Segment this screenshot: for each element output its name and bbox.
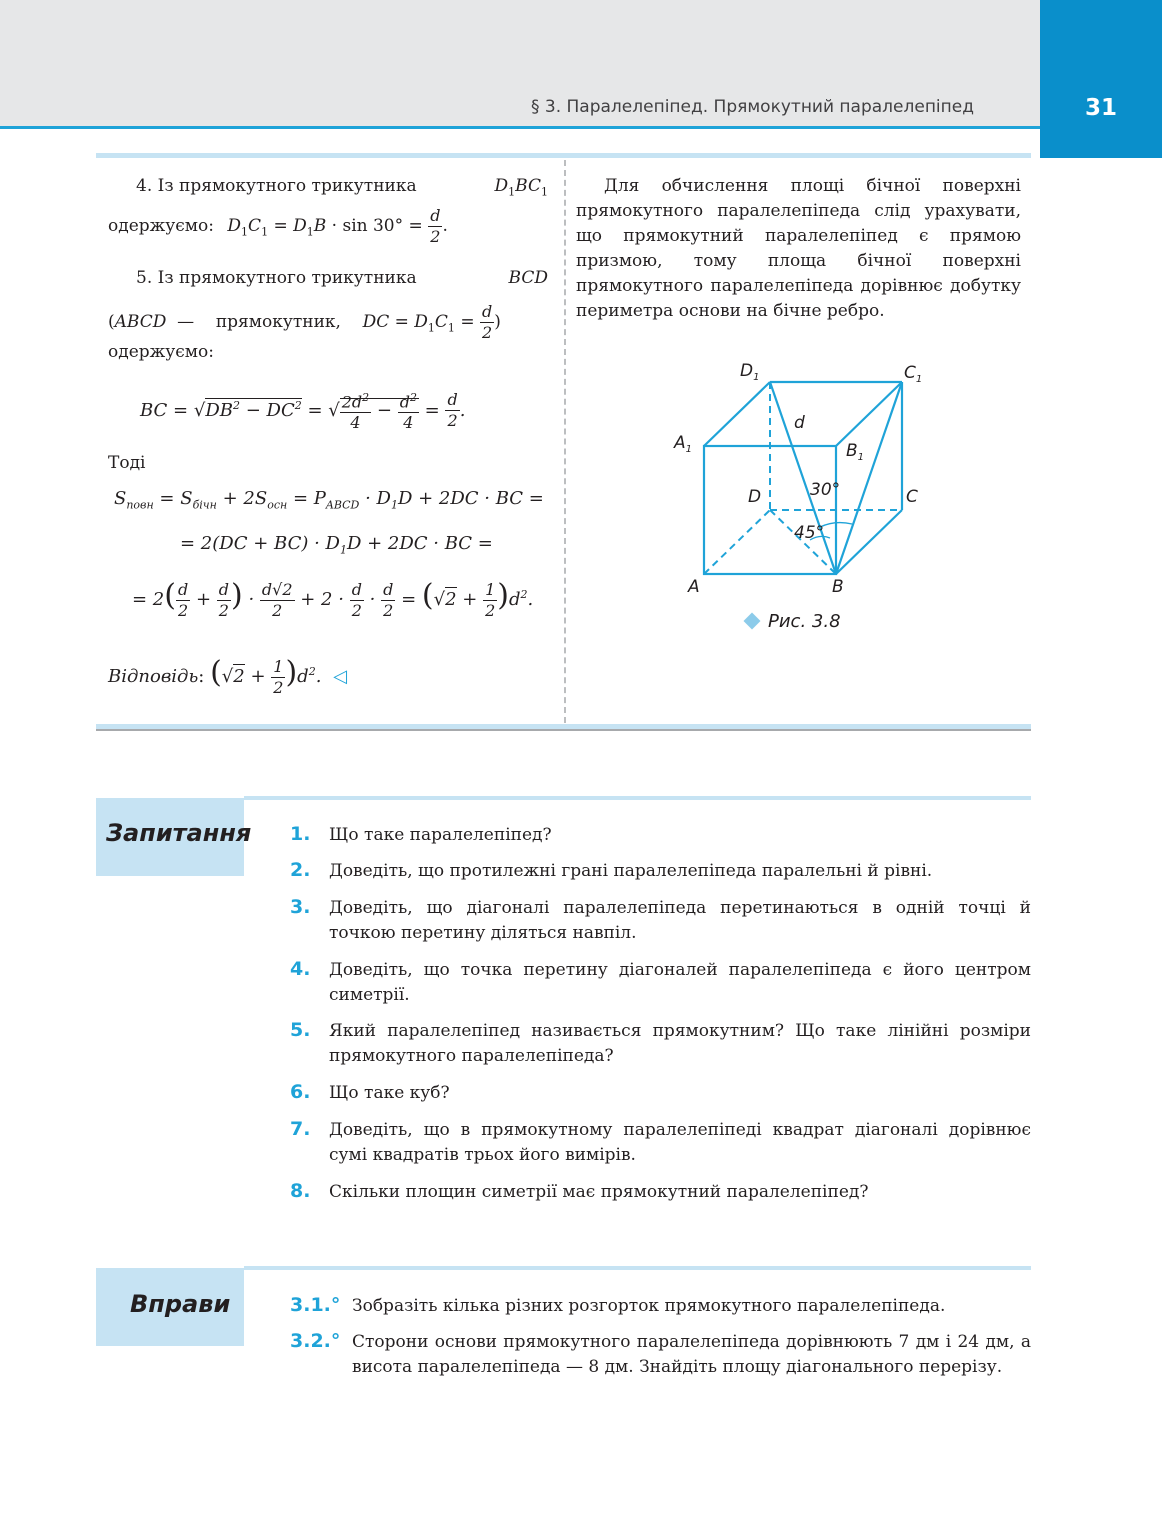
exercises-rule [244,1266,1031,1270]
label-b: B [832,577,844,597]
page-number: 31 [1084,95,1117,121]
formula-bc: BC = $√DB^2 - DC^2$ = √ $\frac{2d^2}{4}$ − $\frac{d^2}{4}$ = $\frac{d}{2}$ . [140,380,465,425]
diagonal-c1b [836,382,902,574]
example-bottom-rule-dark [96,729,1031,731]
step5-line3: одержуємо: [108,342,214,362]
question-number: 7. [290,1118,311,1140]
question-text: Доведіть, що точка перетину діагоналей паралелепіпеда є його центром симетрії. [329,960,1031,1005]
example-top-rule [96,153,1031,158]
label-d: D [748,487,762,507]
step5-line1: 5. Із прямокутного трикутника BCD [136,268,548,288]
label-a1: $A_1$ [674,433,693,455]
formula-total-area-1: $S_{повн} = S_{бічн} + 2S_{осн} = P_{ABCD} \cdot D_1D + 2DC$ · BC = [114,488,544,512]
exercise-text: Сторони основи прямокутного паралелепіпеда дорівнюють 7 дм і 24 дм, а висота паралелепіпеда — 8 дм. Знайдіть площу діагонального перерізу. [352,1332,1031,1377]
cube-figure [660,352,940,612]
question-number: 6. [290,1081,311,1103]
question-text: Що таке паралелепіпед? [329,825,552,845]
exercise-text: Зобразіть кілька різних розгорток прямокутного паралелепіпеда. [352,1296,946,1316]
label-angle-30: 30° [810,480,841,500]
answer-line: Відповідь: (√2 + $\frac{1}{2}$ )$d^2$. ◁ [108,655,347,697]
exercises-title: Вправи [130,1290,231,1318]
question-text: Доведіть, що в прямокутному паралелепіпеді квадрат діагоналі дорівнює сумі квадратів трьох його вимірів. [329,1120,1031,1165]
question-number: 1. [290,823,311,845]
fraction-d-over-2: $\frac{d}{2}$ [430,206,441,246]
running-head: § 3. Паралелепіпед. Прямокутний паралелепіпед [531,97,974,117]
question-number: 2. [290,859,311,881]
right-column-text: Для обчислення площі бічної поверхні прямокутного паралелепіпеда слід урахувати, що прямокутний паралелепіпед є прямою призмою, тому площа бічної поверхні прямокутного паралелепіпеда дорівнює добутку периметра основи на бічне ребро. [576,176,1021,321]
label-d1: $D_1$ [740,361,760,383]
exercise-number: 3.2.° [290,1330,341,1352]
question-text: Скільки площин симетрії має прямокутний паралелепіпед? [329,1182,869,1202]
column-divider [564,160,566,723]
header-rule [0,126,1040,129]
label-a: A [688,577,700,597]
formula-total-area-3: = 2( $\frac{d}{2}$ + $\frac{d}{2}$ ) · $\frac{d√2}{2}$ + 2 · $\frac{d}{2}$ · $\frac{d}{2}$ = (√2 + $\frac{1}{2}$ )$d^2$. [132,578,534,620]
page-number-box [1040,0,1162,158]
question-text: Доведіть, що протилежні грані паралелепіпеда паралельні й рівні. [329,861,933,881]
label-b1: $B_1$ [846,441,865,463]
diagonal-d1b [770,382,836,574]
then-word: Тоді [108,453,146,473]
questions-rule [244,796,1031,800]
step5-line2: (ABCD — прямокутник, DC = $D_1C_1$ = $\frac{d}{2}$ ) [108,302,501,342]
edge-a1d1 [704,382,770,446]
caption-diamond-icon [744,613,761,630]
figure-caption: Рис. 3.8 [746,611,841,632]
question-number: 4. [290,958,311,980]
question-text: Що таке куб? [329,1083,450,1103]
end-of-solution-icon: ◁ [333,666,347,687]
questions-title: Запитання [106,819,252,847]
label-angle-45: 45° [794,523,825,543]
exercise-number: 3.1.° [290,1294,341,1316]
label-c1: $C_1$ [904,363,923,385]
edge-ad-hidden [704,510,770,574]
question-text: Який паралелепіпед називається прямокутним? Що таке лінійні розміри прямокутного паралелепіпеда? [329,1021,1031,1066]
step4-line2: одержуємо: $D_1C_1 = D_1B \cdot \sin 30^\circ$ = $\frac{d}{2}$ . [108,206,448,246]
question-number: 5. [290,1019,311,1041]
question-number: 8. [290,1180,311,1202]
formula-total-area-2: = $2(DC + BC) \cdot D_1D + 2DC$ · BC = [180,533,493,557]
label-diagonal-d: d [794,413,805,433]
question-number: 3. [290,896,311,918]
label-c: C [906,487,918,507]
step4-line1: 4. Із прямокутного трикутника $D_1BC_1$ [136,176,548,199]
question-text: Доведіть, що діагоналі паралелепіпеда перетинаються в одній точці й точкою перетину діляться навпіл. [329,898,1031,943]
